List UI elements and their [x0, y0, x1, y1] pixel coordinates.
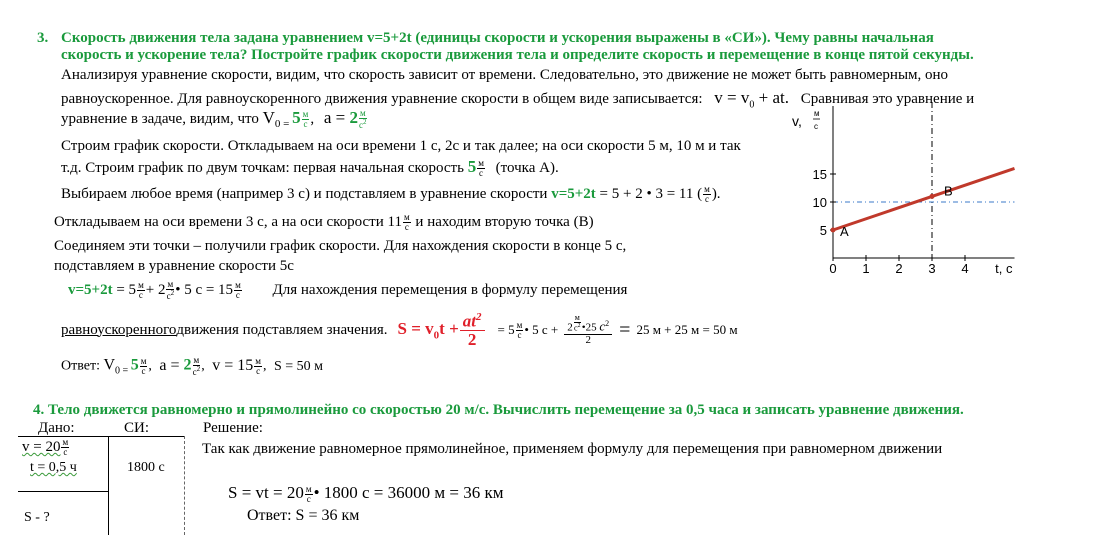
point-b-text-end: и находим вторую точка (В)	[411, 213, 594, 230]
problem3-substitute-5s-line: подставляем в уравнение скорости 5с	[54, 258, 294, 274]
solution-answer: Ответ: S = 36 км	[247, 507, 360, 524]
problem3-heading-line2: скорость и ускорение тела? Постройте график скорости движения тела и определите скорость и перемещение в конце пятой секунды.	[61, 47, 974, 63]
v0-value: 5	[292, 108, 301, 127]
unit-m-per-s: $\frac{м}{с}$	[62, 437, 69, 457]
point-a-text: т.д. Строим график по двум точкам: первая начальная скорость	[61, 160, 464, 176]
problem3-analysis-line1: Анализируя уравнение скорости, видим, что скорость зависит от времени. Следовательно, это движение не может быть равномерным, оно	[61, 67, 949, 83]
substitute-calculation: = 5 + 2 • 3 = 11 (	[595, 185, 703, 202]
y-tick-label: 10	[812, 195, 827, 210]
general-velocity-formula: $v = v_0$ + at.	[714, 88, 789, 111]
problem3-heading-line1: Скорость движения тела задана уравнением v=5+2t (единицы скорости и ускорения выражены в «СИ»). Чему равны начальная	[61, 30, 934, 46]
x-tick-label: 2	[895, 261, 903, 276]
problem3-comparison-line: уравнение в задаче, видим, что $V_{0 =}$ 5 $\frac{м}{с}$ , a = 2 $\frac{м}{с^2}$	[61, 108, 367, 131]
v0-symbol: V	[262, 108, 275, 127]
solution-formula: S = vt = 20 $\frac{м}{с}$ • 1800 с = 36000 м = 36 км	[228, 483, 504, 504]
initial-velocity-value: 5	[467, 157, 477, 176]
numeric-at2-fraction: 2 $\frac{м}{с^2}$ •25 $c^2$ 2	[564, 314, 612, 346]
given-time: t = 0,5 ч	[30, 460, 77, 475]
velocity-equation-green: v=5+2t	[551, 185, 596, 202]
velocity-chart	[780, 100, 1080, 280]
unit-m-per-s: $\frac{м}{с}$	[478, 158, 484, 179]
unit-m-per-s: $\frac{м}{с}$	[302, 109, 309, 130]
unit-m-per-s2: $\frac{м}{с^2}$	[192, 355, 201, 377]
problem3-plot-instruction: Строим график скорости. Откладываем на оси времени 1 с, 2с и так далее; на оси скорости 5 м, 10 м и так	[61, 138, 741, 154]
x-axis-label: t, с	[995, 261, 1013, 276]
problem3-displacement-line: равноускоренного движения подставляем значения. $S = v_0t$ + $\frac{at^2}{2}$ = 5 $\frac{м}{с}$ • 5 с + 2 $\frac{м}{с^2}$ •25 $c^2$ 2 = 25 м + 25 м = 50 м	[61, 311, 738, 349]
table-divider-si-solution	[184, 436, 185, 535]
displacement-intro-text: Для нахождения перемещения в формулу перемещения	[272, 281, 628, 298]
point-a-label: (точка А).	[495, 160, 559, 176]
y-tick-label: 15	[812, 167, 827, 182]
unit-m-per-s: $\frac{м}{с}$	[305, 483, 312, 504]
problem3-point-a-line	[61, 157, 559, 178]
v0-subscript: 0 =	[274, 118, 293, 130]
displacement-formula: $S = v_0t$ +	[397, 318, 459, 342]
displacement-text: движения подставляем значения.	[176, 321, 388, 338]
displacement-result: 25 м + 25 м = 50 м	[636, 322, 738, 337]
problem4-heading: 4. Тело движется равномерно и прямолинейно со скоростью 20 м/с. Вычислить перемещение за 0,5 часа и записать уравнение движения.	[33, 402, 964, 418]
unit-m-per-s: $\frac{м}{с}$	[140, 356, 147, 376]
unit-m-per-s2: $\frac{м}{с^2}$	[359, 108, 367, 131]
problem3-point-b-line	[54, 213, 594, 232]
analysis-text-end: Сравнивая это уравнение и	[800, 91, 975, 107]
unit-m-per-s2: $\frac{м}{с^2}$	[166, 279, 175, 301]
point-a	[831, 228, 836, 233]
problem3-substitute-line: Выбираем любое время (например 3 с) и подставляем в уравнение скорости v=5+2t = 5 + 2 • 3 = 11 ( $\frac{м}{с}$ ).	[61, 184, 721, 204]
given-header: Дано:	[38, 420, 75, 436]
problem3-connect-line: Соединяем эти точки – получили график скорости. Для нахождения скорости в конце 5 с,	[54, 238, 627, 254]
velocity-line	[833, 168, 1015, 230]
y-axis-unit-top: м	[814, 109, 820, 118]
solution-header: Решение:	[203, 420, 263, 436]
unit-m-per-s: $\frac{м}{с}$	[255, 356, 261, 376]
y-axis-unit-bottom: с	[814, 122, 818, 131]
solution-text: Так как движение равномерное прямолинейное, применяем формулу для перемещения при равномерном движении	[202, 441, 943, 457]
point-b	[930, 194, 935, 199]
problem3-answer-line: Ответ: $V_{0 =}$ 5 $\frac{м}{с}$ , a = 2 $\frac{м}{с^2}$ , v = 15 $\frac{м}{с}$ , S = 50 м	[61, 355, 323, 377]
answer-label: Ответ:	[61, 358, 104, 374]
uniformly-accelerated-word: равноускоренного	[61, 321, 177, 338]
point-b-text: Откладываем на оси времени 3 с, а на оси скорости 11	[54, 213, 402, 230]
analysis-text: равноускоренное. Для равноускоренного движения уравнение скорости в общем виде записывается:	[61, 91, 703, 107]
point-label-b: B	[944, 183, 953, 199]
problem3-velocity-calc-line: v=5+2t = 5 $\frac{м}{с}$ + 2 $\frac{м}{с^2}$ • 5 с = 15 $\frac{м}{с}$ Для нахождения перемещения в формулу перемещения	[68, 279, 628, 301]
table-divider-given-si	[108, 436, 109, 535]
x-tick-label: 1	[862, 261, 870, 276]
unit-m-per-s: $\frac{м}{с}$	[516, 319, 523, 340]
si-time-value: 1800 с	[127, 460, 165, 475]
unit-m-per-s: $\frac{м}{с}$	[235, 280, 241, 300]
acceleration-value: 2	[349, 108, 358, 127]
x-tick-label: 4	[961, 261, 969, 276]
given-velocity: v = 20 $\frac{м}{с}$	[22, 437, 69, 457]
table-top-line	[18, 436, 184, 437]
comparison-text: уравнение в задаче, видим, что	[61, 111, 263, 127]
problem3-number: 3.	[37, 30, 49, 46]
si-header: СИ:	[124, 420, 150, 436]
point-label-a: A	[840, 224, 849, 239]
unit-m-per-s: $\frac{м}{с}$	[704, 184, 710, 204]
x-tick-label: 0	[829, 261, 837, 276]
unit-m-per-s: $\frac{м}{с}$	[138, 280, 144, 300]
acceleration-symbol: a =	[323, 108, 350, 127]
table-given-find-line	[18, 491, 108, 492]
at2-over-2-fraction: $\frac{at^2}{2}$	[460, 312, 485, 348]
unit-m-per-s: $\frac{м}{с}$	[403, 212, 410, 232]
x-tick-label: 3	[928, 261, 936, 276]
velocity-equation-green: v=5+2t	[68, 281, 113, 298]
answer-displacement: S = 50 м	[273, 358, 323, 374]
find-displacement: S - ?	[24, 510, 50, 525]
substitute-text: Выбираем любое время (например 3 с) и подставляем в уравнение скорости	[61, 185, 552, 202]
y-axis-label: v,	[792, 113, 802, 129]
y-tick-label: 5	[819, 223, 827, 238]
